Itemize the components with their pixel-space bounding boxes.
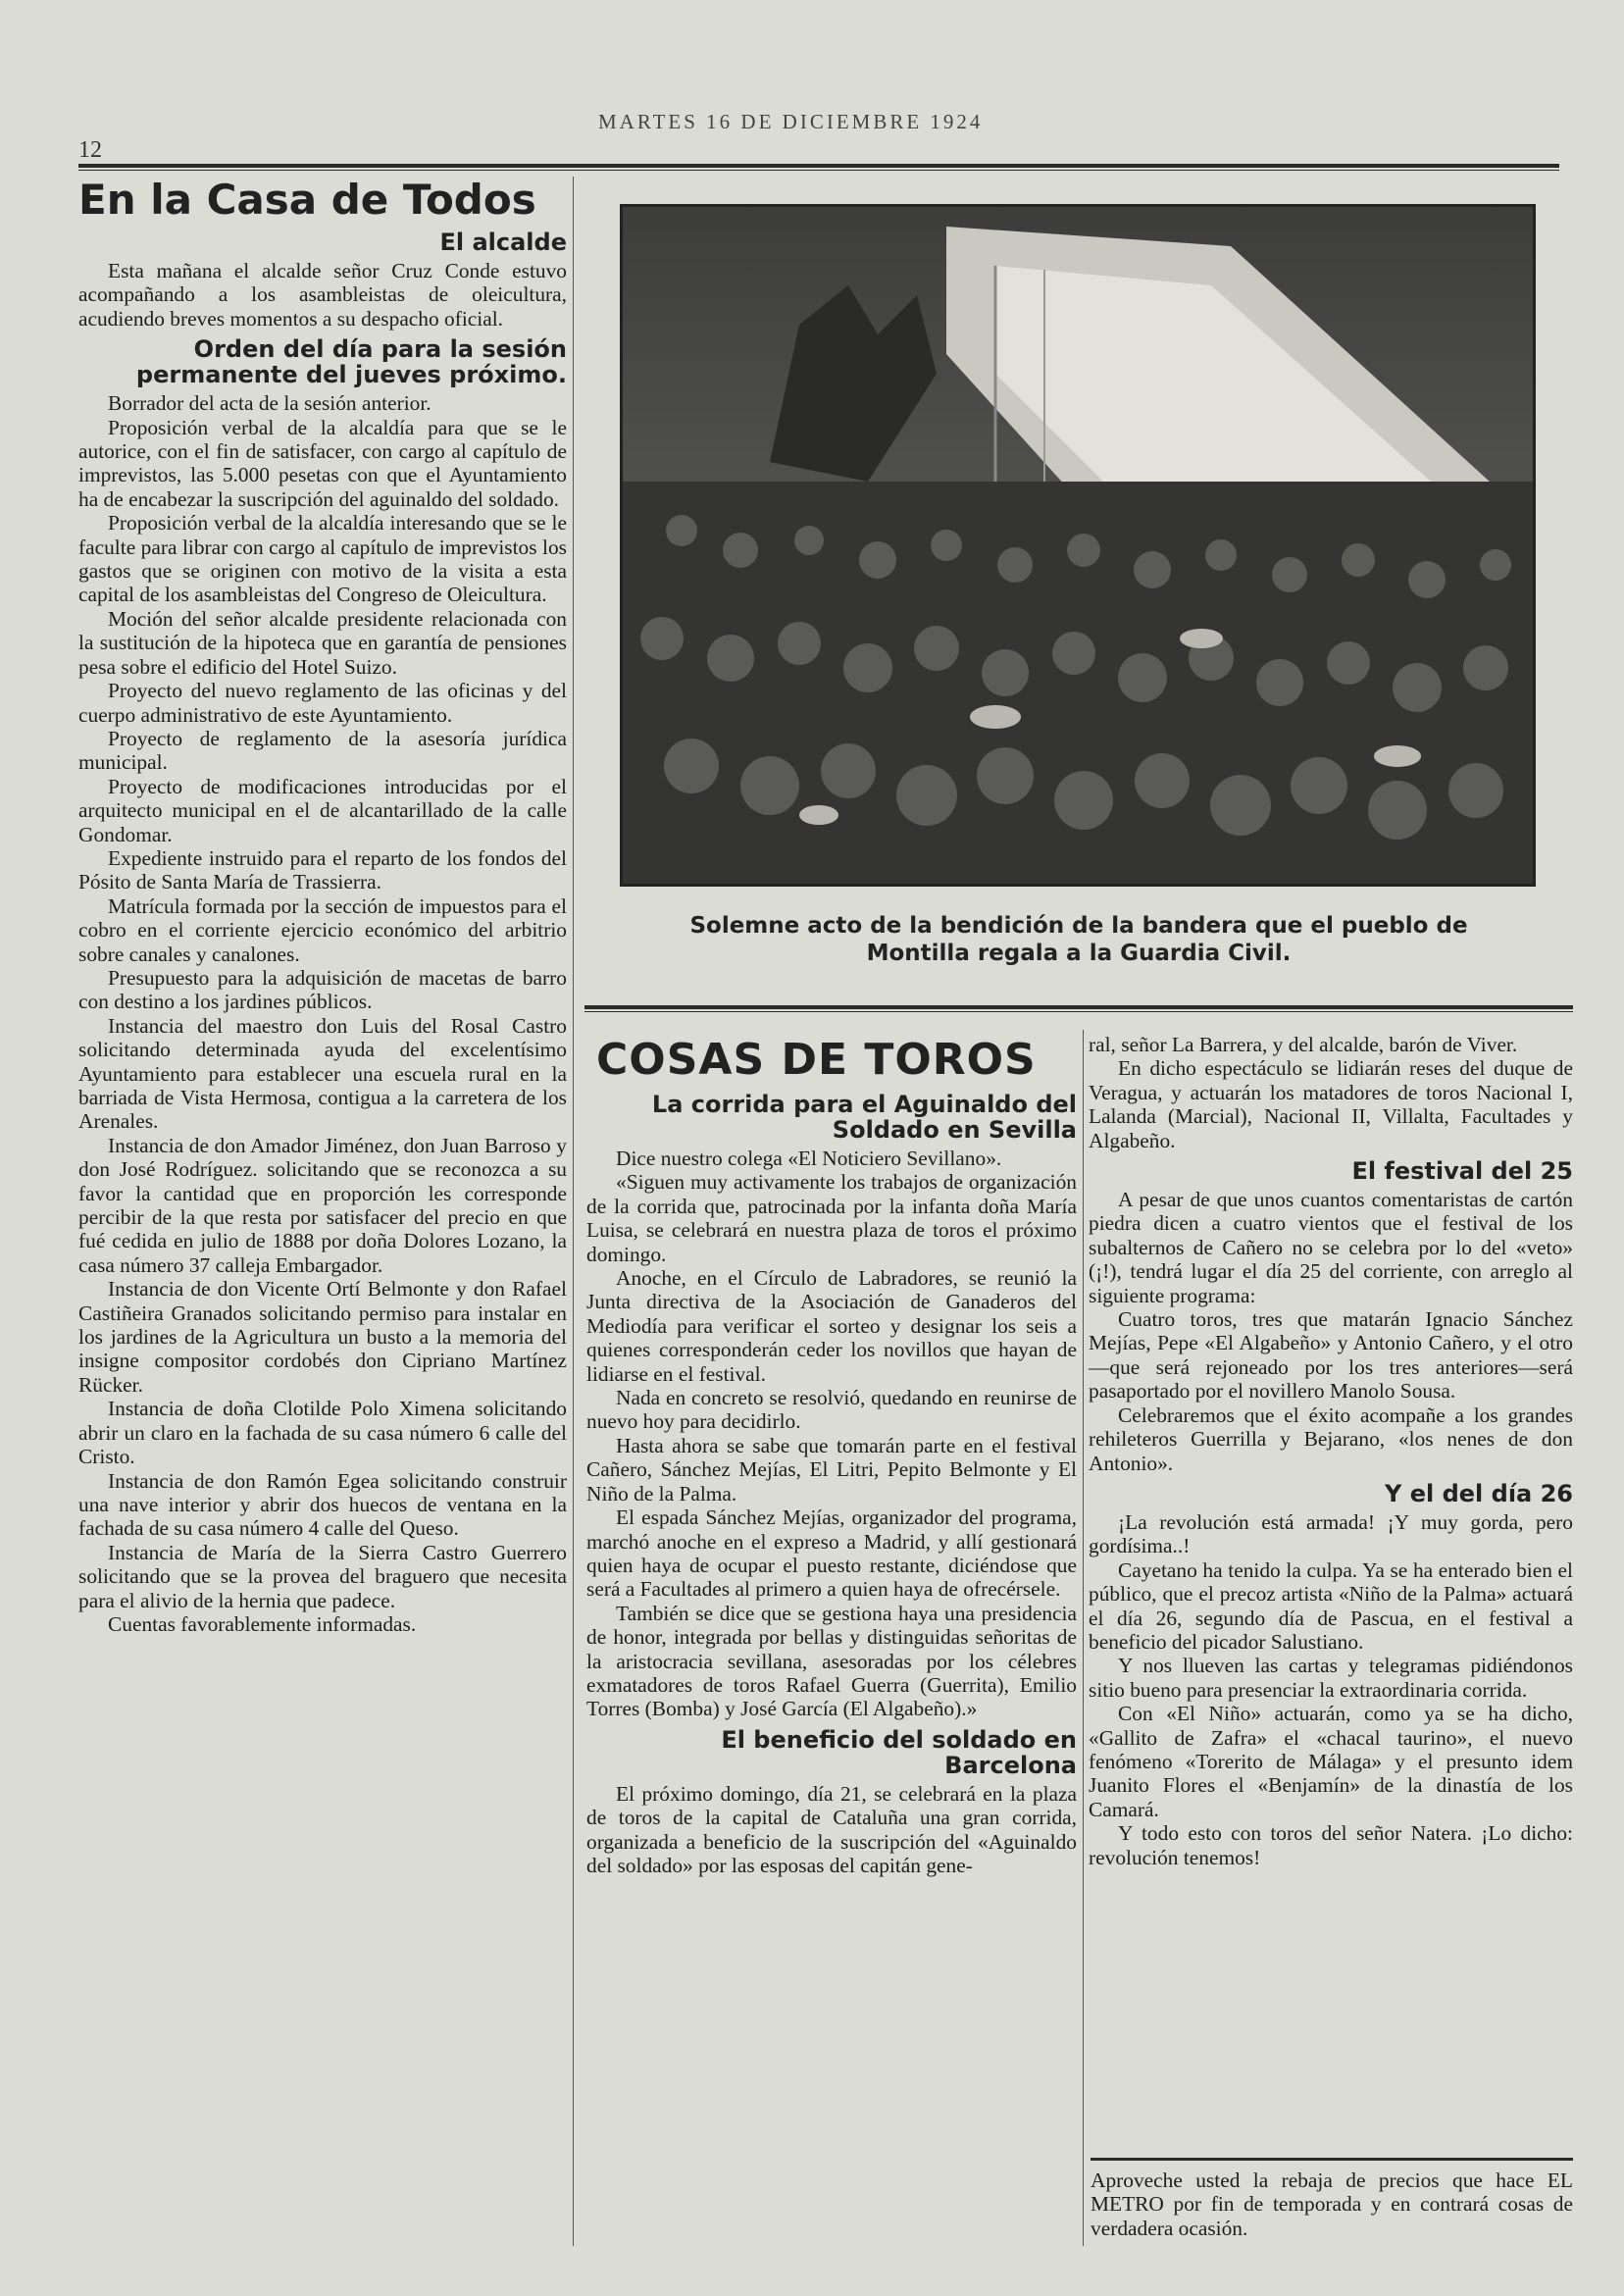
dia26-paragraph: Y todo esto con toros del señor Natera. ¡Lo dicho: revolución tenemos! [1089,1821,1573,1869]
crowd-photo-illustration [623,207,1533,884]
toros-paragraph: Dice nuestro colega «El Noticiero Sevillano». [616,1147,1002,1170]
agenda-item: Expediente instruido para el reparto de los fondos del Pósito de Santa María de Trassierra. [78,845,567,894]
festival-paragraph: A pesar de que unos cuantos comentaristas de cartón piedra dicen a cuatro vientos que el festival de los subalternos de Cañero no se celebra por lo del «veto» (¡!), tendrá lugar el día 25 del corriente, con arreglo al siguiente programa: [1089,1188,1573,1307]
barcelona-paragraph: El próximo domingo, día 21, se celebrará en la plaza de toros de la capital de Cataluña una gran corrida, organizada a beneficio de la suscripción del «Aguinaldo del soldado» por las esposas del capitán gene- [586,1781,1077,1877]
section-rule-thin [584,1011,1573,1012]
toros-paragraph: El espada Sánchez Mejías, organizador del programa, marchó anoche en el expreso a Madrid, y allí gestionará quien haya de ocupar el puesto restante, diciéndose que será a Facultades al primero a quien haya de ofrecérsele. [586,1505,1077,1602]
header-rule-thin [78,170,1559,171]
toros-paragraph: «Siguen muy activamente los trabajos de organización de la corrida que, patrocinada por la infanta doña María Luisa, se celebrará en nuestra plaza de toros el próximo domingo. [586,1170,1077,1266]
toros-paragraph: También se dice que se gestiona haya una presidencia de honor, integrada por bellas y distinguidas señoritas de la aristocracia sevillana, asesoradas por los célebres exmatadores de toros Rafael Guerra (Guerrita), Emilio Torres (Bomba) y José García (El Algabeño).» [586,1601,1077,1721]
advertisement-text: Aproveche usted la rebaja de precios que hace EL METRO por fin de temporada y en contrará cosas de verdadera ocasión. [1091,2168,1573,2240]
agenda-item: Proyecto de modificaciones introducidas por el arquitecto municipal en el de alcantarillado de la calle Gondomar. [78,774,567,846]
agenda-item: Instancia de don Amador Jiménez, don Juan Barroso y don José Rodríguez. solicitando que se reconozca a su favor la cantidad que en proporción les corresponde percibir de la que resta por satisfacer del precio en que fué cedida en julio de 1888 por doña Dolores Lozano, la casa número 37 calleja Embargador. [78,1133,567,1277]
festival-paragraph: Celebraremos que el éxito acompañe a los grandes rehileteros Guerrilla y Bejarano, «los nenes de don Antonio». [1089,1403,1573,1475]
agenda-item: Matrícula formada por la sección de impuestos para el cobro en el corriente ejercicio económico del arbitrio sobre canales y canalones. [78,893,567,966]
barcelona-continued: ral, señor La Barrera, y del alcalde, barón de Viver. [1089,1033,1518,1056]
agenda-item: Instancia de María de la Sierra Castro Guerrero solicitando que se la provea del braguero que necesita para el alivio de la hernia que padece. [78,1540,567,1612]
toros-column-right [1089,1033,1573,1869]
caption-line-2: Montilla regala a la Guardia Civil. [866,941,1292,966]
festival-25-subhead: El festival del 25 [1351,1157,1573,1186]
veragua-paragraph: En dicho espectáculo se lidiarán reses del duque de Veragua, y actuarán los matadores de toros Nacional I, Lalanda (Marcial), Nacional II, Villalta, Facultades y Algabeño. [1089,1056,1573,1152]
casa-de-todos-column [78,177,567,1636]
agenda-item: Moción del señor alcalde presidente relacionada con la sustitución de la hipoteca que en garantía de pensiones pesa sobre el edificio del Hotel Suizo. [78,606,567,679]
agenda-item: Borrador del acta de la sesión anterior. [108,391,431,416]
crowd-photo [620,204,1536,887]
festival-paragraph: Cuatro toros, tres que matarán Ignacio Sánchez Mejías, Pepe «El Algabeño» y Antonio Cañero, y el otro—que será rejoneado por los tres anteriores—será pasaportado por el novillero Manolo Sousa. [1089,1307,1573,1403]
dia26-paragraph: Cayetano ha tenido la culpa. Ya se ha enterado bien el público, que el precoz artista «Niño de la Palma» actuará el día 26, segundo día de Pascua, en el festival a beneficio del picador Salustiano. [1089,1557,1573,1654]
section-rule [584,1005,1573,1009]
alcalde-subhead: El alcalde [439,229,567,256]
dia26-paragraph: Con «El Niño» actuarán, como ya se ha dicho, «Gallito de Zafra» el «chacal taurino», el nuevo fenómeno «Torerito de Málaga» y el presunto idem Juanito Flores el «Benjamín» de la dinastía de los Camará. [1089,1702,1573,1821]
casa-title: En la Casa de Todos [78,176,536,224]
column-divider [573,177,574,2246]
photo-caption [608,912,1549,967]
el-metro-advertisement [1091,2158,1573,2240]
agenda-item: Proyecto de reglamento de la asesoría jurídica municipal. [78,726,567,775]
agenda-item: Instancia de doña Clotilde Polo Ximena solicitando abrir un claro en la fachada de su casa número 6 calle del Cristo. [78,1397,567,1469]
agenda-item: Instancia de don Vicente Ortí Belmonte y don Rafael Castiñeira Granados solicitando permiso para instalar en los jardines de la Agricultura un busto a la memoria del insigne compositor cordobés don Cipriano Martínez Rücker. [78,1277,567,1397]
dia26-paragraph: Y nos llueven las cartas y telegramas pidiéndonos sitio bueno para presenciar la extraordinaria corrida. [1089,1654,1573,1702]
toros-paragraph: Nada en concreto se resolvió, quedando en reunirse de nuevo hoy para decidirlo. [586,1386,1077,1434]
caption-line-1: Solemne acto de la bendición de la bandera que el pueblo de [689,913,1468,939]
header-rule [78,164,1559,168]
agenda-item: Cuentas favorablemente informadas. [108,1611,417,1636]
toros-paragraph: Hasta ahora se sabe que tomarán parte en el festival Cañero, Sánchez Mejías, El Litri, Pepito Belmonte y El Niño de la Palma. [586,1433,1077,1505]
dateline: MARTES 16 DE DICIEMBRE 1924 [598,110,984,133]
sevilla-subhead: La corrida para el Aguinaldo del Soldado en Sevilla [651,1091,1077,1144]
dia-26-subhead: Y el del día 26 [1385,1479,1573,1507]
agenda-item: Proyecto del nuevo reglamento de las oficinas y del cuerpo administrativo de este Ayuntamiento. [78,679,567,727]
agenda-item: Proposición verbal de la alcaldía para que se le autorice, con el fin de satisfacer, con cargo al capítulo de imprevistos, las 5.000 pesetas con que el Ayuntamiento ha de encabezar la suscripción del aguinaldo del soldado. [78,415,567,511]
agenda-item: Presupuesto para la adquisición de macetas de barro con destino a los jardines públicos. [78,965,567,1014]
toros-title: COSAS DE TOROS [596,1035,1037,1085]
agenda-item: Instancia de don Ramón Egea solicitando construir una nave interior y abrir dos huecos de ventana en la fachada de su casa número 4 calle del Queso. [78,1468,567,1541]
column-divider [1083,1030,1084,2246]
alcalde-paragraph: Esta mañana el alcalde señor Cruz Conde estuvo acompañando a los asambleistas de oleicultura, acudiendo breves momentos a su despacho oficial. [78,259,567,331]
toros-paragraph: Anoche, en el Círculo de Labradores, se reunió la Junta directiva de la Asociación de Ganaderos del Mediodía para verificar el sorteo y designar los seis a quienes corresponderán ceder los novillos que hayan de lidiarse en el festival. [586,1266,1077,1386]
agenda-item: Instancia del maestro don Luis del Rosal Castro solicitando determinada ayuda del excelentísimo Ayuntamiento para establecer una escuela rural en la barriada de Vista Hermosa, contigua a la carretera de los Arenales. [78,1013,567,1134]
orden-subhead: Orden del día para la sesión permanente del jueves próximo. [135,335,567,389]
dia26-paragraph: ¡La revolución está armada! ¡Y muy gorda, pero gordísima..! [1089,1509,1573,1558]
barcelona-subhead: El beneficio del soldado en Barcelona [721,1725,1077,1779]
page-number: 12 [78,137,102,163]
agenda-item: Proposición verbal de la alcaldía interesando que se le faculte para librar con cargo al capítulo de imprevistos los gastos que se originen con motivo de la visita a esta capital de los asambleistas del Congreso de Oleicultura. [78,511,567,607]
toros-column-left [586,1033,1077,1877]
